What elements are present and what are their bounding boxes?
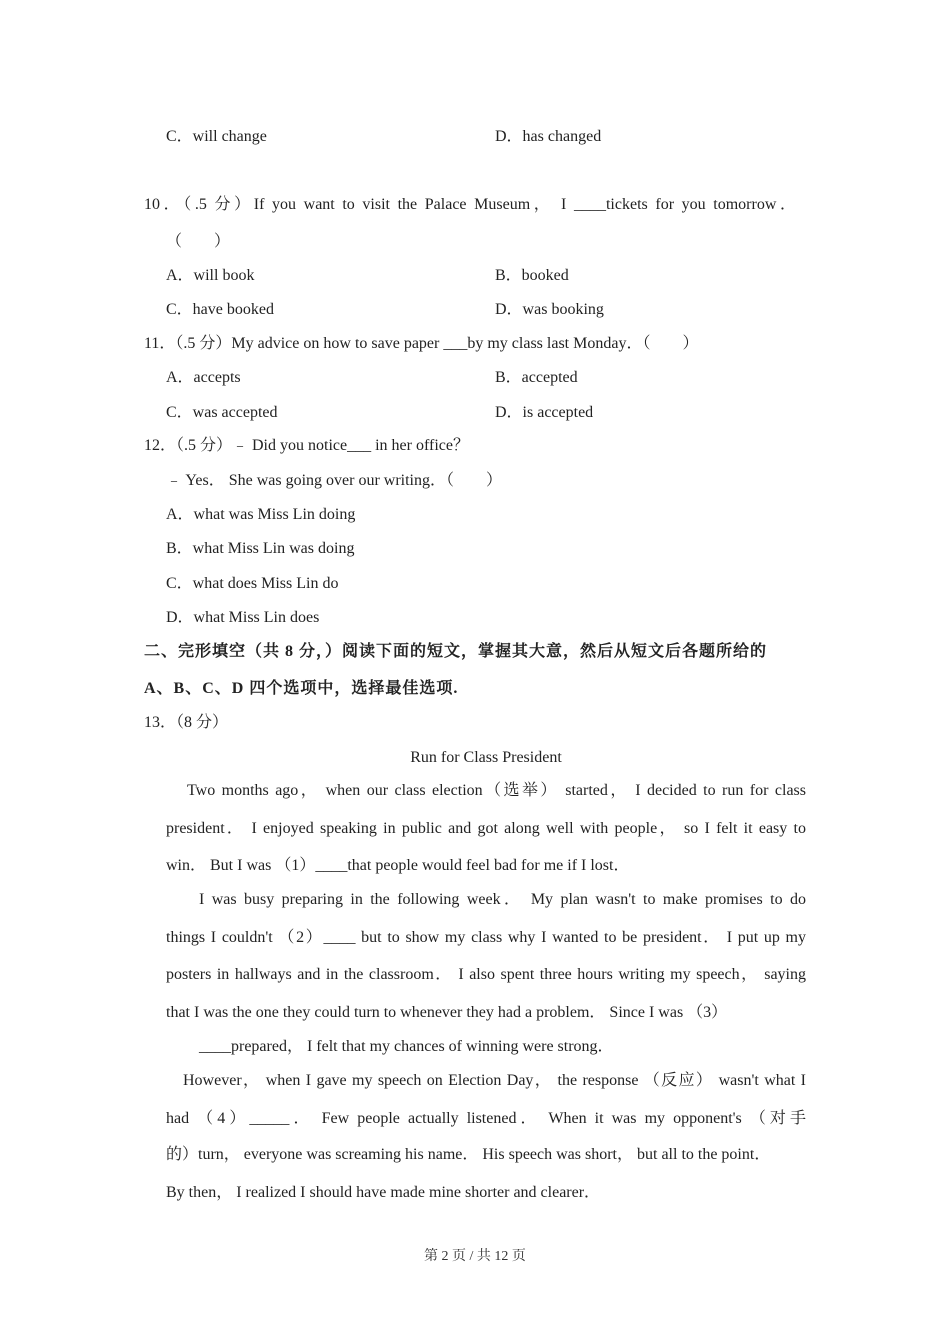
passage-line: win． But I was （1）____that people would feel bad for me if I lost． <box>166 857 630 874</box>
section-heading-line2: A、B、C、D 四个选项中，选择最佳选项. <box>144 680 459 697</box>
q12-option-a: A．what was Miss Lin doing <box>166 506 356 523</box>
q11-stem: 11．（.5 分）My advice on how to save paper ___by my class last Monday．（ ） <box>144 335 699 352</box>
q10-stem: 10．（.5 分）If you want to visit the Palace Museum， I ____tickets for you tomorrow． <box>144 196 796 213</box>
q10-option-d: D．was booking <box>495 301 604 318</box>
q10-option-c: C．have booked <box>166 301 274 318</box>
q12-option-d: D．what Miss Lin does <box>166 609 320 626</box>
passage-line: 的）turn， everyone was screaming his name． His speech was short， but all to the point． <box>166 1146 771 1163</box>
passage-line: that I was the one they could turn to whenever they had a problem． Since I was （3） <box>166 1004 728 1021</box>
q11-option-b: B．accepted <box>495 369 578 386</box>
q9-option-d: D．has changed <box>495 128 602 145</box>
q11-option-d: D．is accepted <box>495 404 594 421</box>
q13-stem: 13．（8 分） <box>144 714 229 731</box>
passage-line: posters in hallways and in the classroom． I also spent three hours writing my speech， saying <box>166 966 806 983</box>
passage-line: I was busy preparing in the following week． My plan wasn't to make promises to do <box>199 891 806 908</box>
q12-stem: 12．（.5 分）﹣ Did you notice___ in her office？ <box>144 437 469 454</box>
q9-option-c: C．will change <box>166 128 267 145</box>
q12-reply: ﹣ Yes． She was going over our writing．（ ） <box>166 472 502 489</box>
passage-line: Two months ago， when our class election（选举） started， I decided to run for class <box>187 782 806 799</box>
q10-answer-paren: （ ） <box>166 233 231 250</box>
section-heading-line1: 二、完形填空（共 8 分，）阅读下面的短文，掌握其大意，然后从短文后各题所给的 <box>144 643 768 660</box>
page-footer: 第 2 页 / 共 12 页 <box>424 1249 526 1264</box>
passage-line: things I couldn't （2）____ but to show my class why I wanted to be president． I put up my <box>166 929 806 946</box>
q12-option-c: C．what does Miss Lin do <box>166 575 339 592</box>
passage-line: By then， I realized I should have made mine shorter and clearer． <box>166 1184 601 1201</box>
q10-option-a: A．will book <box>166 267 255 284</box>
q11-option-c: C．was accepted <box>166 404 278 421</box>
q10-option-b: B．booked <box>495 267 569 284</box>
passage-line: had （4）_____． Few people actually listened． When it was my opponent's （对手 <box>166 1110 806 1127</box>
passage-line: president． I enjoyed speaking in public and got along well with people， so I felt it easy to <box>166 820 806 837</box>
q12-option-b: B．what Miss Lin was doing <box>166 540 355 557</box>
q11-option-a: A．accepts <box>166 369 241 386</box>
passage-title: Run for Class President <box>410 749 562 766</box>
passage-line: ____prepared， I felt that my chances of winning were strong． <box>199 1038 614 1055</box>
passage-line: However， when I gave my speech on Election Day， the response （反应） wasn't what I <box>183 1072 806 1089</box>
